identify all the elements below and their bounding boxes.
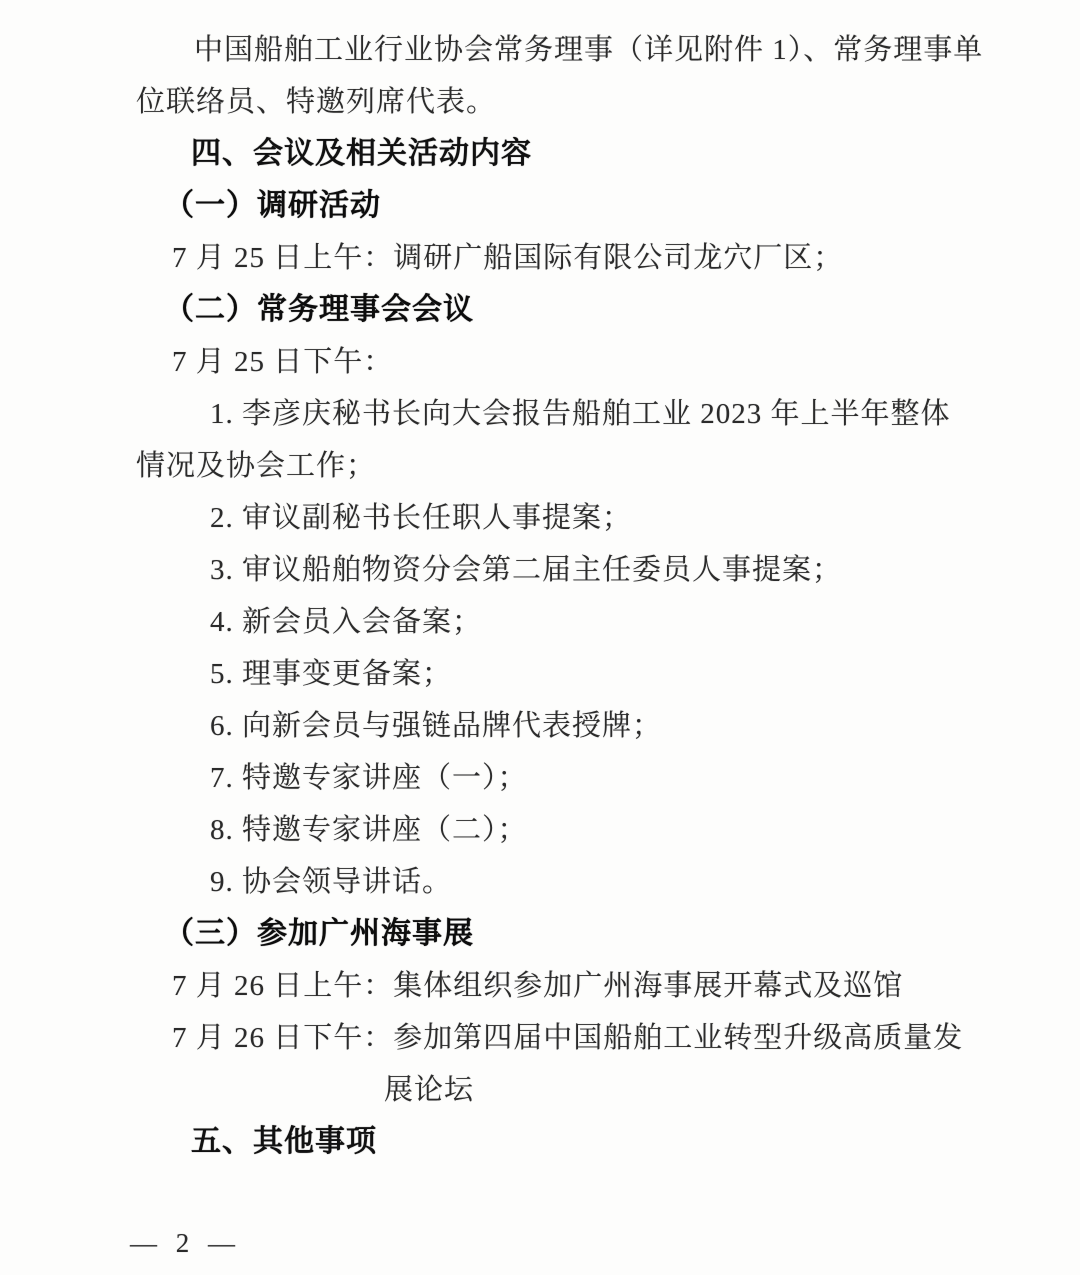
agenda-item-7: 7. 特邀专家讲座（一）； bbox=[210, 762, 528, 794]
schedule-line: 7 月 25 日下午： bbox=[172, 346, 394, 378]
subsection-heading-2: （二）常务理事会会议 bbox=[164, 293, 474, 326]
schedule-line-continuation: 展论坛 bbox=[384, 1074, 475, 1106]
agenda-item-3: 3. 审议船舶物资分会第二届主任委员人事提案； bbox=[210, 554, 843, 586]
agenda-item-5: 5. 理事变更备案； bbox=[210, 658, 453, 690]
paragraph-line: 位联络员、特邀列席代表。 bbox=[136, 86, 497, 118]
document-body bbox=[136, 24, 984, 1168]
schedule-line: 7 月 26 日上午：集体组织参加广州海事展开幕式及巡馆 bbox=[172, 970, 904, 1002]
agenda-item-1-continuation: 情况及协会工作； bbox=[136, 450, 377, 482]
page-number: — 2 — bbox=[130, 1228, 241, 1258]
schedule-line: 7 月 26 日下午：参加第四届中国船舶工业转型升级高质量发 bbox=[172, 1022, 964, 1054]
agenda-item-1: 1. 李彦庆秘书长向大会报告船舶工业 2023 年上半年整体 bbox=[210, 398, 951, 430]
subsection-heading-3: （三）参加广州海事展 bbox=[164, 917, 474, 950]
schedule-line: 7 月 25 日上午：调研广船国际有限公司龙穴厂区； bbox=[172, 242, 844, 274]
agenda-item-8: 8. 特邀专家讲座（二）； bbox=[210, 814, 528, 846]
agenda-item-2: 2. 审议副秘书长任职人事提案； bbox=[210, 502, 633, 534]
agenda-item-4: 4. 新会员入会备案； bbox=[210, 606, 483, 638]
section-heading-5: 五、其他事项 bbox=[191, 1125, 377, 1158]
paragraph-line: 中国船舶工业行业协会常务理事（详见附件 1）、常务理事单 bbox=[194, 34, 984, 66]
section-heading-4: 四、会议及相关活动内容 bbox=[191, 137, 532, 170]
subsection-heading-1: （一）调研活动 bbox=[164, 189, 381, 222]
agenda-item-9: 9. 协会领导讲话。 bbox=[210, 866, 453, 898]
agenda-item-6: 6. 向新会员与强链品牌代表授牌； bbox=[210, 710, 663, 742]
